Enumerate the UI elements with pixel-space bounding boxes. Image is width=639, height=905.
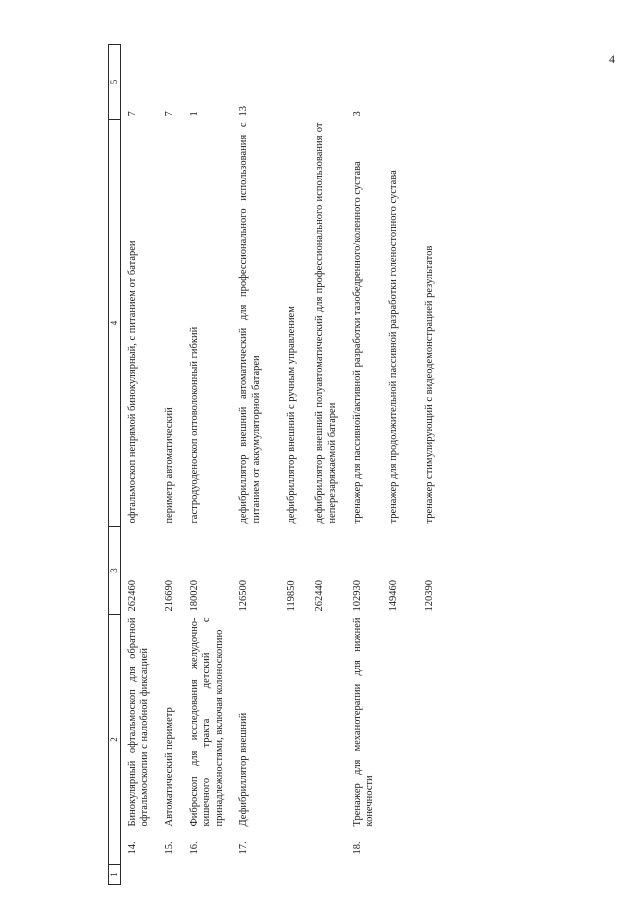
description-value: дефибриллятор внешний автоматический для профессионального использования с питанием от аккумуляторной батареи — [238, 122, 262, 524]
code-value: 102930 — [351, 580, 363, 612]
qty-cell: 13 — [238, 106, 250, 117]
row-number: 15. — [163, 841, 175, 855]
table-header-row — [109, 45, 121, 885]
row-number: 17. — [238, 841, 250, 855]
code-cell — [238, 527, 339, 615]
description-value: дефибриллятор внешний полуавтоматический для профессионального использования от неперезаряжаемой батареи — [314, 122, 338, 524]
row-name: Дефибриллятор внешний — [238, 712, 250, 827]
table-row — [120, 45, 152, 885]
row-name: Фиброскоп для исследования желудочно-кишечного тракта детский с принадлежностями, включая колоноскопию — [188, 617, 225, 827]
row-name-cell — [352, 615, 437, 885]
description-value: тренажер стимулирующий с видеодемонстрацией результатов — [423, 245, 435, 524]
description-value: дефибриллятор внешний с ручным управлением — [286, 306, 298, 524]
rotated-table-sheet — [108, 45, 528, 885]
description-cell: гастродуоденоскоп оптоволоконный гибкий — [188, 326, 200, 524]
table-row — [164, 45, 177, 885]
equipment-table — [108, 44, 436, 885]
row-number: 16. — [188, 841, 200, 855]
code-cell — [352, 527, 437, 615]
code-value: 149460 — [387, 580, 399, 612]
code-value: 126500 — [238, 580, 250, 612]
description-cell: периметр автоматический — [163, 407, 175, 524]
code-cell: 262460 — [126, 580, 138, 612]
row-name: Тренажер для механотерапии для нижней конечности — [351, 617, 376, 827]
row-name-cell — [120, 615, 152, 885]
column-header: 2 — [109, 615, 121, 865]
row-name: Бинокулярный офтальмоскоп для обратной офтальмоскопии с налобной фиксацией — [126, 617, 151, 827]
row-number: 18. — [351, 841, 363, 855]
qty-cell: 3 — [351, 111, 363, 117]
code-value: 119850 — [286, 580, 298, 612]
table-row — [352, 45, 437, 885]
description-value: тренажер для пассивной/активной разработки тазобедренного/коленного сустава — [351, 161, 363, 524]
code-cell: 216690 — [163, 580, 175, 612]
code-value: 120390 — [423, 580, 435, 612]
column-header: 5 — [109, 45, 121, 120]
description-cell — [352, 120, 437, 527]
row-name: Автоматический периметр — [163, 707, 175, 827]
row-name-cell — [164, 615, 177, 885]
row-number: 14. — [126, 841, 138, 855]
qty-cell: 7 — [163, 111, 175, 117]
description-cell — [238, 120, 339, 527]
table-row — [189, 45, 227, 885]
code-value: 262440 — [314, 580, 326, 612]
description-value: тренажер для продолжительной пассивной разработки голеностопного сустава — [387, 170, 399, 524]
row-name-cell — [238, 615, 339, 885]
table-row — [238, 45, 339, 885]
description-cell: офтальмоскоп непрямой бинокулярный, с питанием от батареи — [126, 240, 138, 524]
column-header: 1 — [109, 865, 121, 885]
qty-cell: 1 — [188, 111, 200, 117]
column-header: 4 — [109, 120, 121, 527]
row-name-cell — [189, 615, 227, 885]
code-cell: 180020 — [188, 580, 200, 612]
column-header: 3 — [109, 527, 121, 615]
page-number: 4 — [609, 52, 615, 66]
qty-cell: 7 — [126, 111, 138, 117]
